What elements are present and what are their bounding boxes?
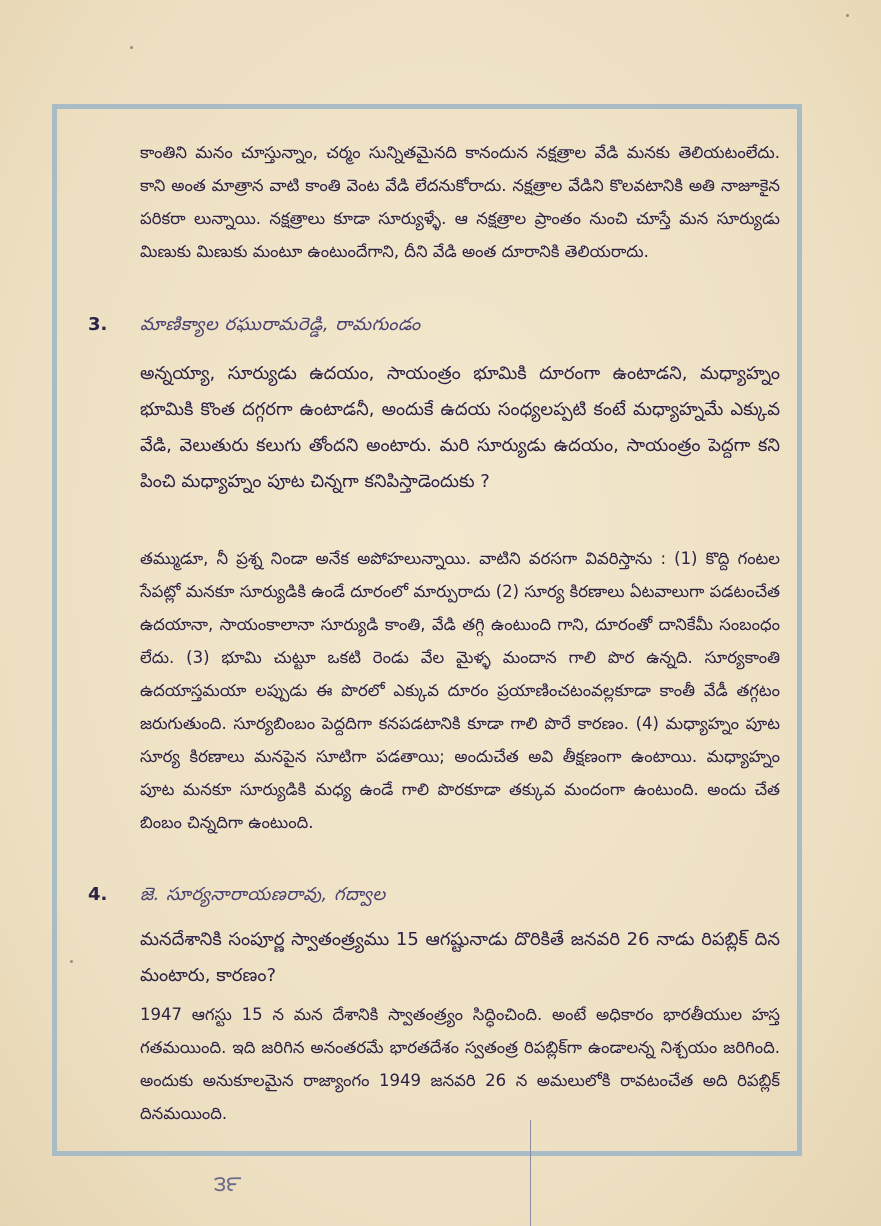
paper-speck	[130, 46, 133, 49]
paper-fold-line	[530, 1120, 531, 1226]
page-content	[88, 124, 780, 1134]
question-text: అన్నయ్యా, సూర్యుడు ఉదయం, సాయంత్రం భూమికి దూరంగా ఉంటాడని, మధ్యాహ్నం భూమికి కొంత దగ్గరగా ఉంటాడనీ, అందుకే ఉదయ సంధ్యలప్పటి కంటే మధ్యాహ్నమే ఎక్కువ వేడి, వెలుతురు కలుగు తోందని అంటారు. మరి సూర్యుడు ఉదయం, సాయంత్రం పెద్దగా కని పించి మధ్యాహ్నం పూట చిన్నగా కనిపిస్తాడెందుకు ?	[140, 363, 780, 492]
answer-text: తమ్ముడూ, నీ ప్రశ్న నిండా అనేక అపోహలున్నాయి. వాటిని వరసగా వివరిస్తాను : (1) కొద్ది గంటల సేపట్లో మనకూ సూర్యుడికి ఉండే దూరంలో మార్పురాదు (2) సూర్య కిరణాలు ఏటవాలుగా పడటంచేత ఉదయానా, సాయంకాలానా సూర్యుడి కాంతి, వేడి తగ్గి ఉంటుంది గాని, దూరంతో దానికేమీ సంబంధం లేదు. (3) భూమి చుట్టూ ఒకటి రెండు వేల మైళ్ళ మందాన గాలి పొర ఉన్నది. సూర్యకాంతి ఉదయాస్తమయా లప్పుడు ఈ పొరలో ఎక్కువ దూరం ప్రయాణించటంవల్లకూడా కాంతీ వేడీ తగ్గటం జరుగుతుంది. సూర్యబింబం పెద్దదిగా కనపడటానికి కూడా గాలి పొరే కారణం. (4) మధ్యాహ్నం పూట సూర్య కిరణాలు మనపైన సూటిగా పడతాయి; అందుచేత అవి తీక్షణంగా ఉంటాయి. మధ్యాహ్నం పూట మనకూ సూర్యుడికి మధ్య ఉండే గాలి పొరకూడా తక్కువ మందంగా ఉంటుంది. అందు చేత బింబం చిన్నదిగా ఉంటుంది.	[140, 549, 780, 832]
question-asker: జె. సూర్యనారాయణరావు, గద్వాల	[140, 884, 386, 905]
answer-block	[140, 998, 780, 1130]
question-block	[140, 922, 780, 994]
question-block	[140, 356, 780, 500]
question-number: 3.	[88, 314, 108, 335]
intro-answer	[140, 136, 780, 268]
answer-text: 1947 ఆగస్టు 15 న మన దేశానికి స్వాతంత్ర్యం సిద్ధించింది. అంటే అధికారం భారతీయుల హస్త గతమయింది. ఇది జరిగిన అనంతరమే భారతదేశం స్వతంత్ర రిపబ్లిక్‌గా ఉండాలన్న నిశ్చయం జరిగింది. అందుకు అనుకూలమైన రాజ్యాంగం 1949 జనవరి 26 న అమలులోకి రావటంచేత అది రిపబ్లిక్ దినమయింది.	[140, 1005, 780, 1123]
page-number: ౩౯	[214, 1172, 242, 1197]
answer-block	[140, 542, 780, 839]
intro-answer-text: కాంతిని మనం చూస్తున్నాం, చర్మం సున్నితమైనది కానందున నక్షత్రాల వేడి మనకు తెలియటంలేదు. కాని అంత మాత్రాన వాటి కాంతి వెంట వేడి లేదనుకోరాదు. నక్షత్రాల వేడిని కొలవటానికి అతి నాజూకైన పరికరా లున్నాయి. నక్షత్రాలు కూడా సూర్యుళ్ళే. ఆ నక్షత్రాల ప్రాంతం నుంచి చూస్తే మన సూర్యుడు మిణుకు మిణుకు మంటూ ఉంటుందేగాని, దీని వేడి అంత దూరానికి తెలియరాదు.	[140, 143, 780, 261]
paper-speck	[846, 14, 849, 17]
question-asker: మాణిక్యాల రఘురామరెడ్డి, రామగుండం	[140, 314, 421, 335]
question-text: మనదేశానికి సంపూర్ణ స్వాతంత్ర్యము 15 ఆగష్టునాడు దొరికితే జనవరి 26 నాడు రిపబ్లిక్ దిన మంటారు, కారణం?	[140, 929, 780, 986]
question-number: 4.	[88, 884, 108, 905]
